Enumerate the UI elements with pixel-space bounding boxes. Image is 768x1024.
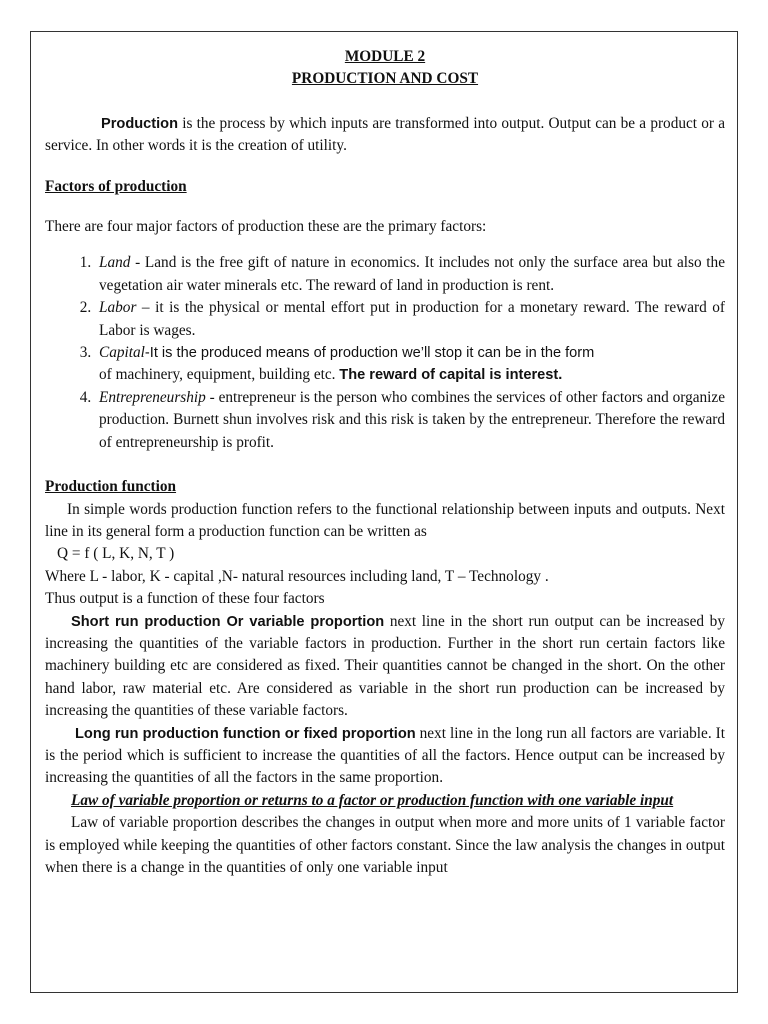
page-title: PRODUCTION AND COST [291, 70, 479, 88]
law-heading: Law of variable proportion or returns to a factor or production function with one variable input [71, 791, 674, 809]
factor-text: - Land is the free gift of nature in economics. It includes not only the surface area but also the vegetation air water minerals etc. The reward of land in production is rent. [99, 254, 725, 294]
long-run-term: Long run production function or fixed proportion [75, 725, 416, 742]
factor-text: -It is the produced means of production we’ll stop it can be in the form [144, 345, 595, 362]
document-body [45, 46, 725, 879]
law-paragraph: Law of variable proportion describes the changes in output when more and more units of 1 variable factor is employed while keeping the quantities of other factors constant. Since the law analysis the changes in output when there is a change in the quantities of only one variable input [45, 814, 725, 876]
list-item [95, 297, 725, 342]
intro-term: Production [101, 115, 179, 132]
factors-heading: Factors of production [45, 177, 187, 195]
factor-term: Land [99, 254, 131, 272]
factor-reward: The reward of capital is interest. [339, 367, 563, 384]
pf-formula: Q = f ( L, K, N, T ) [57, 545, 175, 563]
pf-paragraph: In simple words production function refers to the functional relationship between inputs and outputs. Next line in its general form a production function can be written as [45, 500, 725, 540]
list-item [95, 342, 725, 387]
long-run-text: next line in the long run all factors are variable. It is the period which is sufficient to increase the quantities of all the factors. Hence output can be increased by increasing the quantities of all the factors in the same proportion. [45, 724, 725, 787]
factor-text: – it is the physical or mental effort put in production for a monetary reward. The reward of Labor is wages. [99, 299, 725, 339]
factors-list [45, 252, 725, 454]
short-run-term: Short run production Or variable proportion [71, 613, 385, 630]
intro-text: is the process by which inputs are transformed into output. Output can be a product or a service. In other words it is the creation of utility. [45, 114, 725, 155]
long-run-paragraph [45, 723, 725, 790]
factor-term: Entrepreneurship [99, 388, 206, 406]
list-item [95, 252, 725, 297]
factor-term: Capital [99, 344, 145, 362]
pf-where: Where L - labor, K - capital ,N- natural resources including land, T – Technology . [45, 567, 549, 585]
factor-text-cont: of machinery, equipment, building etc. [99, 366, 340, 384]
short-run-paragraph [45, 611, 725, 723]
factors-lead: There are four major factors of production these are the primary factors: [45, 218, 487, 236]
production-function-heading: Production function [45, 478, 177, 496]
pf-thus: Thus output is a function of these four factors [45, 590, 325, 608]
list-item [95, 387, 725, 454]
short-run-text: next line in the short run output can be increased by increasing the quantities of the variable factors in production. Further in the short run certain factors like machinery building etc are considered as fixed. Their quantities cannot be changed in the short. On the other hand labor, raw material etc. Are considered as variable in the short run production can be increased by increasing the quantities of these variable factors. [45, 612, 725, 720]
factor-term: Labor [99, 299, 137, 317]
factor-text: - entrepreneur is the person who combines the services of other factors and organize production. Burnett shun involves risk and this risk is taken by the entrepreneur. Therefore the reward of entrepreneurship is profit. [99, 388, 725, 451]
intro-paragraph [45, 113, 725, 158]
module-heading: MODULE 2 [344, 48, 426, 65]
